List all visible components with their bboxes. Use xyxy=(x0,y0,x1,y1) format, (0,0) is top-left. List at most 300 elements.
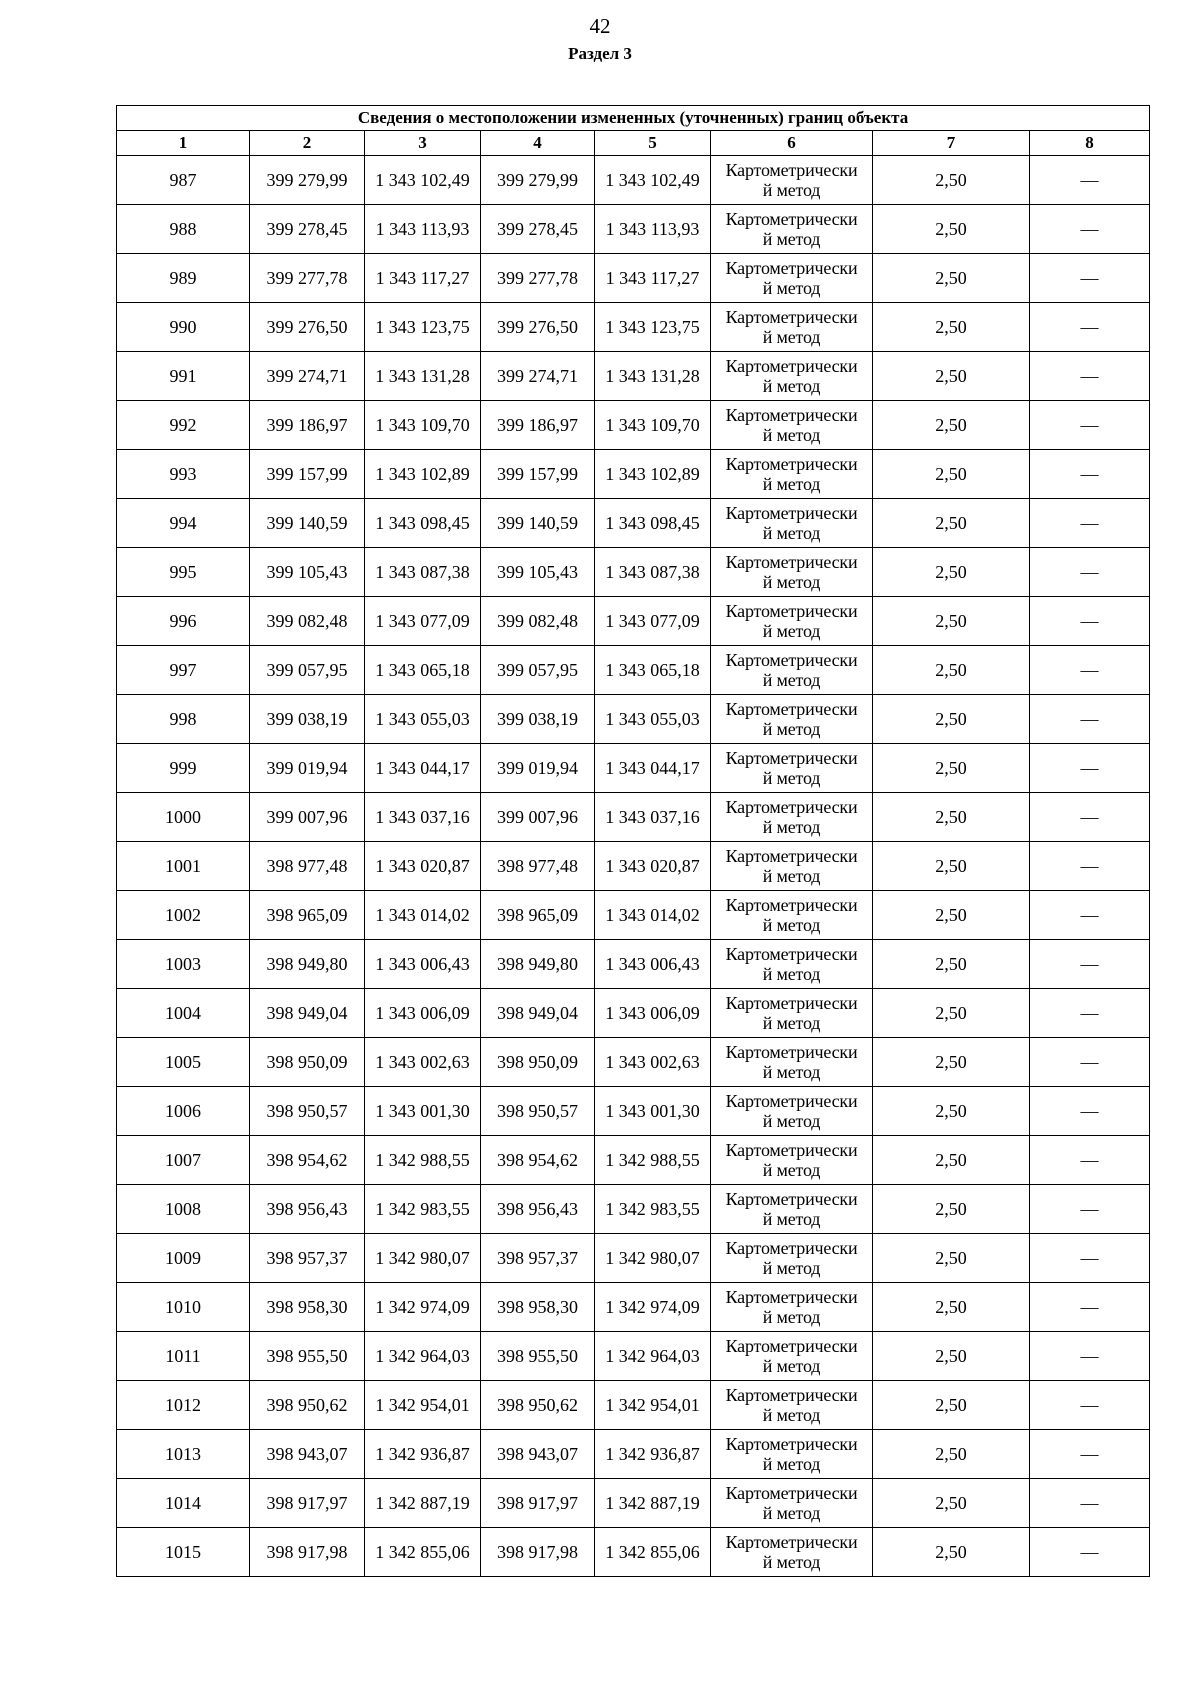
x-old-cell: 399 082,48 xyxy=(250,597,365,646)
method-line-2: й метод xyxy=(762,768,821,788)
table-row xyxy=(117,695,1150,744)
x-new-cell: 398 958,30 xyxy=(481,1283,595,1332)
method-cell xyxy=(711,254,873,303)
method-cell xyxy=(711,303,873,352)
y-old-cell: 1 342 964,03 xyxy=(365,1332,481,1381)
method-cell xyxy=(711,1381,873,1430)
table-row xyxy=(117,205,1150,254)
table-row xyxy=(117,1283,1150,1332)
table-row xyxy=(117,401,1150,450)
y-new-cell: 1 343 006,09 xyxy=(595,989,711,1038)
point-number-cell: 1015 xyxy=(117,1528,250,1577)
note-cell: — xyxy=(1030,1087,1150,1136)
y-old-cell: 1 343 113,93 xyxy=(365,205,481,254)
method-cell xyxy=(711,205,873,254)
method-line-1: Картометрически xyxy=(725,699,858,719)
x-new-cell: 398 956,43 xyxy=(481,1185,595,1234)
x-new-cell: 399 274,71 xyxy=(481,352,595,401)
method-cell xyxy=(711,1185,873,1234)
y-new-cell: 1 343 014,02 xyxy=(595,891,711,940)
method-cell xyxy=(711,842,873,891)
x-old-cell: 398 958,30 xyxy=(250,1283,365,1332)
point-number-cell: 1004 xyxy=(117,989,250,1038)
y-new-cell: 1 342 936,87 xyxy=(595,1430,711,1479)
x-old-cell: 398 950,09 xyxy=(250,1038,365,1087)
point-number-cell: 989 xyxy=(117,254,250,303)
point-number-cell: 1003 xyxy=(117,940,250,989)
point-number-cell: 1011 xyxy=(117,1332,250,1381)
y-old-cell: 1 343 077,09 xyxy=(365,597,481,646)
method-cell xyxy=(711,352,873,401)
x-new-cell: 398 950,57 xyxy=(481,1087,595,1136)
point-number-cell: 995 xyxy=(117,548,250,597)
table-row xyxy=(117,744,1150,793)
method-line-2: й метод xyxy=(762,915,821,935)
y-old-cell: 1 342 980,07 xyxy=(365,1234,481,1283)
method-line-2: й метод xyxy=(762,474,821,494)
y-old-cell: 1 343 102,49 xyxy=(365,156,481,205)
y-new-cell: 1 343 102,49 xyxy=(595,156,711,205)
column-number: 5 xyxy=(595,131,711,156)
table-row xyxy=(117,1185,1150,1234)
method-line-2: й метод xyxy=(762,1307,821,1327)
y-old-cell: 1 342 855,06 xyxy=(365,1528,481,1577)
y-new-cell: 1 343 123,75 xyxy=(595,303,711,352)
method-cell xyxy=(711,548,873,597)
method-cell xyxy=(711,793,873,842)
table-row xyxy=(117,254,1150,303)
note-cell: — xyxy=(1030,1528,1150,1577)
note-cell: — xyxy=(1030,303,1150,352)
x-old-cell: 399 274,71 xyxy=(250,352,365,401)
method-line-1: Картометрически xyxy=(725,1140,858,1160)
y-old-cell: 1 343 020,87 xyxy=(365,842,481,891)
x-new-cell: 399 140,59 xyxy=(481,499,595,548)
point-number-cell: 1012 xyxy=(117,1381,250,1430)
point-number-cell: 1006 xyxy=(117,1087,250,1136)
y-old-cell: 1 343 098,45 xyxy=(365,499,481,548)
table-row xyxy=(117,1381,1150,1430)
method-cell xyxy=(711,1528,873,1577)
point-number-cell: 1001 xyxy=(117,842,250,891)
method-cell xyxy=(711,989,873,1038)
table-row xyxy=(117,891,1150,940)
y-new-cell: 1 343 131,28 xyxy=(595,352,711,401)
method-line-2: й метод xyxy=(762,964,821,984)
method-line-1: Картометрически xyxy=(725,1336,858,1356)
method-line-1: Картометрически xyxy=(725,160,858,180)
y-new-cell: 1 343 055,03 xyxy=(595,695,711,744)
y-old-cell: 1 343 001,30 xyxy=(365,1087,481,1136)
method-cell xyxy=(711,1430,873,1479)
accuracy-cell: 2,50 xyxy=(873,1283,1030,1332)
x-old-cell: 398 965,09 xyxy=(250,891,365,940)
x-old-cell: 398 955,50 xyxy=(250,1332,365,1381)
x-new-cell: 399 007,96 xyxy=(481,793,595,842)
method-line-1: Картометрически xyxy=(725,1287,858,1307)
coordinates-table xyxy=(116,105,1150,1577)
table-row xyxy=(117,1136,1150,1185)
y-new-cell: 1 342 954,01 xyxy=(595,1381,711,1430)
x-old-cell: 399 140,59 xyxy=(250,499,365,548)
accuracy-cell: 2,50 xyxy=(873,1038,1030,1087)
point-number-cell: 1010 xyxy=(117,1283,250,1332)
accuracy-cell: 2,50 xyxy=(873,401,1030,450)
method-cell xyxy=(711,1234,873,1283)
point-number-cell: 999 xyxy=(117,744,250,793)
point-number-cell: 997 xyxy=(117,646,250,695)
method-line-1: Картометрически xyxy=(725,503,858,523)
table-row xyxy=(117,499,1150,548)
x-new-cell: 399 157,99 xyxy=(481,450,595,499)
table-caption-row xyxy=(117,106,1150,131)
x-old-cell: 399 019,94 xyxy=(250,744,365,793)
method-line-2: й метод xyxy=(762,180,821,200)
x-new-cell: 399 277,78 xyxy=(481,254,595,303)
x-new-cell: 398 943,07 xyxy=(481,1430,595,1479)
method-cell xyxy=(711,1283,873,1332)
note-cell: — xyxy=(1030,1038,1150,1087)
x-old-cell: 398 949,80 xyxy=(250,940,365,989)
column-number: 3 xyxy=(365,131,481,156)
point-number-cell: 1008 xyxy=(117,1185,250,1234)
note-cell: — xyxy=(1030,695,1150,744)
x-new-cell: 398 965,09 xyxy=(481,891,595,940)
accuracy-cell: 2,50 xyxy=(873,989,1030,1038)
note-cell: — xyxy=(1030,1234,1150,1283)
point-number-cell: 1002 xyxy=(117,891,250,940)
x-new-cell: 398 955,50 xyxy=(481,1332,595,1381)
accuracy-cell: 2,50 xyxy=(873,156,1030,205)
note-cell: — xyxy=(1030,548,1150,597)
x-new-cell: 398 917,97 xyxy=(481,1479,595,1528)
y-old-cell: 1 343 117,27 xyxy=(365,254,481,303)
table-row xyxy=(117,303,1150,352)
point-number-cell: 1009 xyxy=(117,1234,250,1283)
x-old-cell: 398 954,62 xyxy=(250,1136,365,1185)
method-line-2: й метод xyxy=(762,523,821,543)
method-cell xyxy=(711,1038,873,1087)
accuracy-cell: 2,50 xyxy=(873,842,1030,891)
table-row xyxy=(117,989,1150,1038)
point-number-cell: 994 xyxy=(117,499,250,548)
note-cell: — xyxy=(1030,989,1150,1038)
x-old-cell: 399 276,50 xyxy=(250,303,365,352)
method-line-2: й метод xyxy=(762,1062,821,1082)
y-old-cell: 1 343 055,03 xyxy=(365,695,481,744)
method-line-2: й метод xyxy=(762,376,821,396)
method-line-1: Картометрически xyxy=(725,405,858,425)
note-cell: — xyxy=(1030,1430,1150,1479)
point-number-cell: 1014 xyxy=(117,1479,250,1528)
table-row xyxy=(117,1332,1150,1381)
x-old-cell: 398 977,48 xyxy=(250,842,365,891)
x-new-cell: 399 278,45 xyxy=(481,205,595,254)
table-row xyxy=(117,156,1150,205)
accuracy-cell: 2,50 xyxy=(873,1087,1030,1136)
point-number-cell: 998 xyxy=(117,695,250,744)
table-row xyxy=(117,940,1150,989)
y-old-cell: 1 343 002,63 xyxy=(365,1038,481,1087)
accuracy-cell: 2,50 xyxy=(873,205,1030,254)
method-line-2: й метод xyxy=(762,1209,821,1229)
x-new-cell: 398 949,80 xyxy=(481,940,595,989)
method-cell xyxy=(711,1136,873,1185)
y-old-cell: 1 343 123,75 xyxy=(365,303,481,352)
method-line-1: Картометрически xyxy=(725,1091,858,1111)
method-line-1: Картометрически xyxy=(725,1238,858,1258)
y-old-cell: 1 342 936,87 xyxy=(365,1430,481,1479)
column-number: 1 xyxy=(117,131,250,156)
y-new-cell: 1 343 109,70 xyxy=(595,401,711,450)
x-new-cell: 398 917,98 xyxy=(481,1528,595,1577)
x-old-cell: 398 950,57 xyxy=(250,1087,365,1136)
method-line-1: Картометрически xyxy=(725,454,858,474)
method-line-2: й метод xyxy=(762,1013,821,1033)
method-cell xyxy=(711,1087,873,1136)
x-old-cell: 398 949,04 xyxy=(250,989,365,1038)
method-cell xyxy=(711,940,873,989)
y-old-cell: 1 343 131,28 xyxy=(365,352,481,401)
x-new-cell: 398 950,62 xyxy=(481,1381,595,1430)
y-new-cell: 1 343 044,17 xyxy=(595,744,711,793)
y-old-cell: 1 342 988,55 xyxy=(365,1136,481,1185)
table-row xyxy=(117,1528,1150,1577)
method-line-2: й метод xyxy=(762,670,821,690)
method-line-2: й метод xyxy=(762,425,821,445)
point-number-cell: 996 xyxy=(117,597,250,646)
point-number-cell: 991 xyxy=(117,352,250,401)
x-new-cell: 399 057,95 xyxy=(481,646,595,695)
table-row xyxy=(117,352,1150,401)
note-cell: — xyxy=(1030,499,1150,548)
page-number: 42 xyxy=(589,14,611,38)
x-old-cell: 398 950,62 xyxy=(250,1381,365,1430)
y-old-cell: 1 343 037,16 xyxy=(365,793,481,842)
x-old-cell: 398 956,43 xyxy=(250,1185,365,1234)
method-cell xyxy=(711,744,873,793)
method-line-2: й метод xyxy=(762,1160,821,1180)
column-number: 7 xyxy=(873,131,1030,156)
note-cell: — xyxy=(1030,450,1150,499)
method-line-2: й метод xyxy=(762,327,821,347)
x-new-cell: 398 977,48 xyxy=(481,842,595,891)
method-cell xyxy=(711,597,873,646)
accuracy-cell: 2,50 xyxy=(873,695,1030,744)
table-row xyxy=(117,548,1150,597)
table-row xyxy=(117,1479,1150,1528)
x-old-cell: 398 943,07 xyxy=(250,1430,365,1479)
method-cell xyxy=(711,499,873,548)
method-line-2: й метод xyxy=(762,1356,821,1376)
y-new-cell: 1 343 001,30 xyxy=(595,1087,711,1136)
y-new-cell: 1 342 964,03 xyxy=(595,1332,711,1381)
x-old-cell: 399 105,43 xyxy=(250,548,365,597)
y-old-cell: 1 343 065,18 xyxy=(365,646,481,695)
y-new-cell: 1 342 988,55 xyxy=(595,1136,711,1185)
point-number-cell: 993 xyxy=(117,450,250,499)
method-line-1: Картометрически xyxy=(725,944,858,964)
table-row xyxy=(117,1038,1150,1087)
accuracy-cell: 2,50 xyxy=(873,450,1030,499)
y-new-cell: 1 343 037,16 xyxy=(595,793,711,842)
note-cell: — xyxy=(1030,401,1150,450)
y-new-cell: 1 343 102,89 xyxy=(595,450,711,499)
method-cell xyxy=(711,450,873,499)
accuracy-cell: 2,50 xyxy=(873,891,1030,940)
method-line-2: й метод xyxy=(762,572,821,592)
method-cell xyxy=(711,1479,873,1528)
note-cell: — xyxy=(1030,205,1150,254)
x-old-cell: 399 186,97 xyxy=(250,401,365,450)
method-line-1: Картометрически xyxy=(725,993,858,1013)
accuracy-cell: 2,50 xyxy=(873,1528,1030,1577)
column-number: 4 xyxy=(481,131,595,156)
method-line-1: Картометрически xyxy=(725,1434,858,1454)
table-row xyxy=(117,1430,1150,1479)
x-new-cell: 398 954,62 xyxy=(481,1136,595,1185)
note-cell: — xyxy=(1030,1185,1150,1234)
table-row xyxy=(117,597,1150,646)
x-new-cell: 398 949,04 xyxy=(481,989,595,1038)
y-new-cell: 1 343 098,45 xyxy=(595,499,711,548)
x-old-cell: 399 157,99 xyxy=(250,450,365,499)
note-cell: — xyxy=(1030,352,1150,401)
x-new-cell: 399 186,97 xyxy=(481,401,595,450)
y-old-cell: 1 342 954,01 xyxy=(365,1381,481,1430)
y-new-cell: 1 342 855,06 xyxy=(595,1528,711,1577)
table-body xyxy=(117,156,1150,1577)
x-old-cell: 399 278,45 xyxy=(250,205,365,254)
note-cell: — xyxy=(1030,1479,1150,1528)
x-new-cell: 399 038,19 xyxy=(481,695,595,744)
column-number: 2 xyxy=(250,131,365,156)
x-new-cell: 399 105,43 xyxy=(481,548,595,597)
note-cell: — xyxy=(1030,744,1150,793)
accuracy-cell: 2,50 xyxy=(873,597,1030,646)
point-number-cell: 988 xyxy=(117,205,250,254)
point-number-cell: 1007 xyxy=(117,1136,250,1185)
accuracy-cell: 2,50 xyxy=(873,1234,1030,1283)
accuracy-cell: 2,50 xyxy=(873,1430,1030,1479)
table-row xyxy=(117,1087,1150,1136)
y-old-cell: 1 343 102,89 xyxy=(365,450,481,499)
method-line-1: Картометрически xyxy=(725,846,858,866)
method-line-1: Картометрически xyxy=(725,307,858,327)
y-old-cell: 1 342 974,09 xyxy=(365,1283,481,1332)
accuracy-cell: 2,50 xyxy=(873,254,1030,303)
note-cell: — xyxy=(1030,1332,1150,1381)
column-number-row xyxy=(117,131,1150,156)
method-line-1: Картометрически xyxy=(725,1385,858,1405)
method-line-2: й метод xyxy=(762,1503,821,1523)
method-line-2: й метод xyxy=(762,866,821,886)
y-new-cell: 1 343 020,87 xyxy=(595,842,711,891)
table-caption: Сведения о местоположении измененных (уточненных) границ объекта xyxy=(117,106,1150,131)
method-line-1: Картометрически xyxy=(725,552,858,572)
x-new-cell: 399 276,50 xyxy=(481,303,595,352)
x-old-cell: 399 279,99 xyxy=(250,156,365,205)
method-cell xyxy=(711,1332,873,1381)
point-number-cell: 1000 xyxy=(117,793,250,842)
method-line-1: Картометрически xyxy=(725,748,858,768)
x-new-cell: 399 279,99 xyxy=(481,156,595,205)
x-old-cell: 398 917,97 xyxy=(250,1479,365,1528)
y-new-cell: 1 343 087,38 xyxy=(595,548,711,597)
method-line-2: й метод xyxy=(762,229,821,249)
accuracy-cell: 2,50 xyxy=(873,793,1030,842)
accuracy-cell: 2,50 xyxy=(873,744,1030,793)
column-number: 8 xyxy=(1030,131,1150,156)
method-line-1: Картометрически xyxy=(725,797,858,817)
method-cell xyxy=(711,646,873,695)
table-row xyxy=(117,1234,1150,1283)
x-old-cell: 399 038,19 xyxy=(250,695,365,744)
point-number-cell: 992 xyxy=(117,401,250,450)
accuracy-cell: 2,50 xyxy=(873,1479,1030,1528)
method-cell xyxy=(711,156,873,205)
method-cell xyxy=(711,401,873,450)
note-cell: — xyxy=(1030,1136,1150,1185)
y-new-cell: 1 343 077,09 xyxy=(595,597,711,646)
accuracy-cell: 2,50 xyxy=(873,352,1030,401)
accuracy-cell: 2,50 xyxy=(873,499,1030,548)
accuracy-cell: 2,50 xyxy=(873,1332,1030,1381)
y-new-cell: 1 343 002,63 xyxy=(595,1038,711,1087)
accuracy-cell: 2,50 xyxy=(873,1381,1030,1430)
note-cell: — xyxy=(1030,646,1150,695)
accuracy-cell: 2,50 xyxy=(873,303,1030,352)
accuracy-cell: 2,50 xyxy=(873,646,1030,695)
y-new-cell: 1 342 983,55 xyxy=(595,1185,711,1234)
table-row xyxy=(117,842,1150,891)
method-line-2: й метод xyxy=(762,1405,821,1425)
method-line-1: Картометрически xyxy=(725,601,858,621)
y-old-cell: 1 343 006,09 xyxy=(365,989,481,1038)
y-new-cell: 1 342 974,09 xyxy=(595,1283,711,1332)
note-cell: — xyxy=(1030,254,1150,303)
method-line-2: й метод xyxy=(762,1552,821,1572)
y-old-cell: 1 342 983,55 xyxy=(365,1185,481,1234)
y-old-cell: 1 343 109,70 xyxy=(365,401,481,450)
method-cell xyxy=(711,891,873,940)
note-cell: — xyxy=(1030,793,1150,842)
x-old-cell: 398 957,37 xyxy=(250,1234,365,1283)
x-new-cell: 399 082,48 xyxy=(481,597,595,646)
point-number-cell: 987 xyxy=(117,156,250,205)
note-cell: — xyxy=(1030,156,1150,205)
method-line-2: й метод xyxy=(762,1111,821,1131)
accuracy-cell: 2,50 xyxy=(873,1136,1030,1185)
method-line-2: й метод xyxy=(762,1454,821,1474)
accuracy-cell: 2,50 xyxy=(873,548,1030,597)
method-line-1: Картометрически xyxy=(725,1483,858,1503)
table-row xyxy=(117,793,1150,842)
method-line-2: й метод xyxy=(762,621,821,641)
method-line-2: й метод xyxy=(762,719,821,739)
accuracy-cell: 2,50 xyxy=(873,1185,1030,1234)
x-new-cell: 399 019,94 xyxy=(481,744,595,793)
note-cell: — xyxy=(1030,1381,1150,1430)
method-line-1: Картометрически xyxy=(725,895,858,915)
y-new-cell: 1 343 117,27 xyxy=(595,254,711,303)
method-line-1: Картометрически xyxy=(725,1189,858,1209)
method-line-1: Картометрически xyxy=(725,1532,858,1552)
table-row xyxy=(117,450,1150,499)
note-cell: — xyxy=(1030,891,1150,940)
point-number-cell: 990 xyxy=(117,303,250,352)
section-title: Раздел 3 xyxy=(568,44,632,63)
